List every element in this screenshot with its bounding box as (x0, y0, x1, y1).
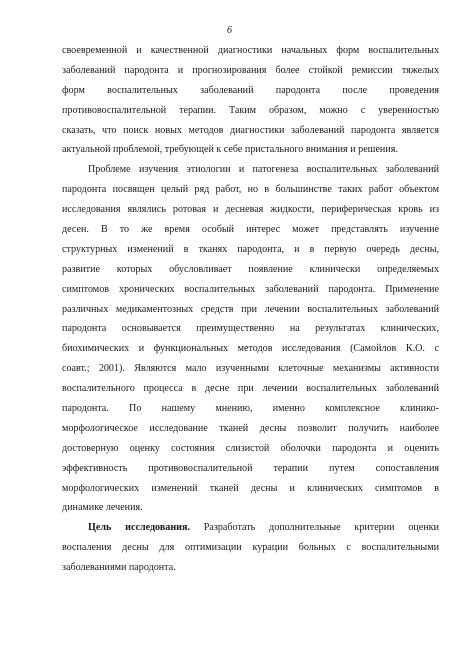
text-line: десен. В то же время особый интерес может представлять изучение (62, 224, 439, 236)
paragraph-2 (62, 160, 439, 518)
text-line: форм воспалительных заболеваний пародонта после проведения (62, 84, 439, 96)
text-line: морфологическое исследование тканей десны позволит получить наиболее (62, 422, 439, 434)
text-line: Проблеме изучения этиологии и патогенеза воспалительных заболеваний (88, 164, 439, 176)
text-line: достоверную оценку состояния слизистой оболочки пародонта и оценить (62, 442, 439, 454)
text-line: пародонта. По нашему мнению, именно комплексное клинико- (62, 403, 439, 415)
text-line: воспалительного процесса в десне при лечении воспалительных заболеваний (62, 383, 439, 395)
paragraph-3 (62, 518, 439, 578)
text-line: развитие которых обусловливает появление клинически определяемых (62, 263, 439, 275)
text-line (62, 518, 439, 538)
text-line: морфологических изменений тканей десны и клинических симптомов в (62, 482, 439, 494)
text-line: симптомов хронических воспалительных заболеваний пародонта. Применение (62, 283, 439, 295)
text-line: своевременной и качественной диагностики начальных форм воспалительных (62, 45, 439, 56)
goal-heading: Цель исследования. (88, 522, 190, 534)
text-line: противовоспалительной терапии. Таким образом, можно с уверенностью (62, 104, 439, 116)
text-line: заболеваний пародонта и прогнозирования более стойкой ремиссии тяжелых (62, 64, 439, 76)
text-line: биохимических и функциональных методов исследования (Самойлов К.О. с (62, 343, 439, 355)
text-line: пародонта основывается преимущественно на результатах клинических, (62, 323, 439, 335)
text-line: пародонта посвящен целый ряд работ, но в большинстве таких работ объектом (62, 184, 439, 196)
text-line: структурных изменений в тканях пародонта, и в первую очередь десны, (62, 243, 439, 255)
text-line: соавт.; 2001). Являются мало изученными клеточные механизмы активности (62, 363, 439, 375)
text-line: сказать, что поиск новых методов диагностики заболеваний пародонта является (62, 124, 439, 136)
text-line: динамике лечения. (62, 502, 143, 514)
document-body (62, 41, 439, 578)
text-line: эффективность противовоспалительной терапии путем сопоставления (62, 462, 439, 474)
text-line: различных медикаментозных средств при лечении воспалительных заболеваний (62, 303, 439, 315)
text-line: воспаления десны для оптимизации курации больных с воспалительными (62, 542, 439, 554)
paragraph-1 (62, 41, 439, 160)
text-line: актуальной проблемой, требующей к себе пристального внимания и решения. (62, 144, 398, 156)
page-number: 6 (227, 25, 232, 36)
text-line: заболеваниями пародонта. (62, 562, 176, 574)
text-line: исследования являлись ротовая и десневая жидкости, периферическая кровь из (62, 204, 439, 216)
goal-text: Разработать дополнительные критерии оценки (189, 522, 439, 534)
